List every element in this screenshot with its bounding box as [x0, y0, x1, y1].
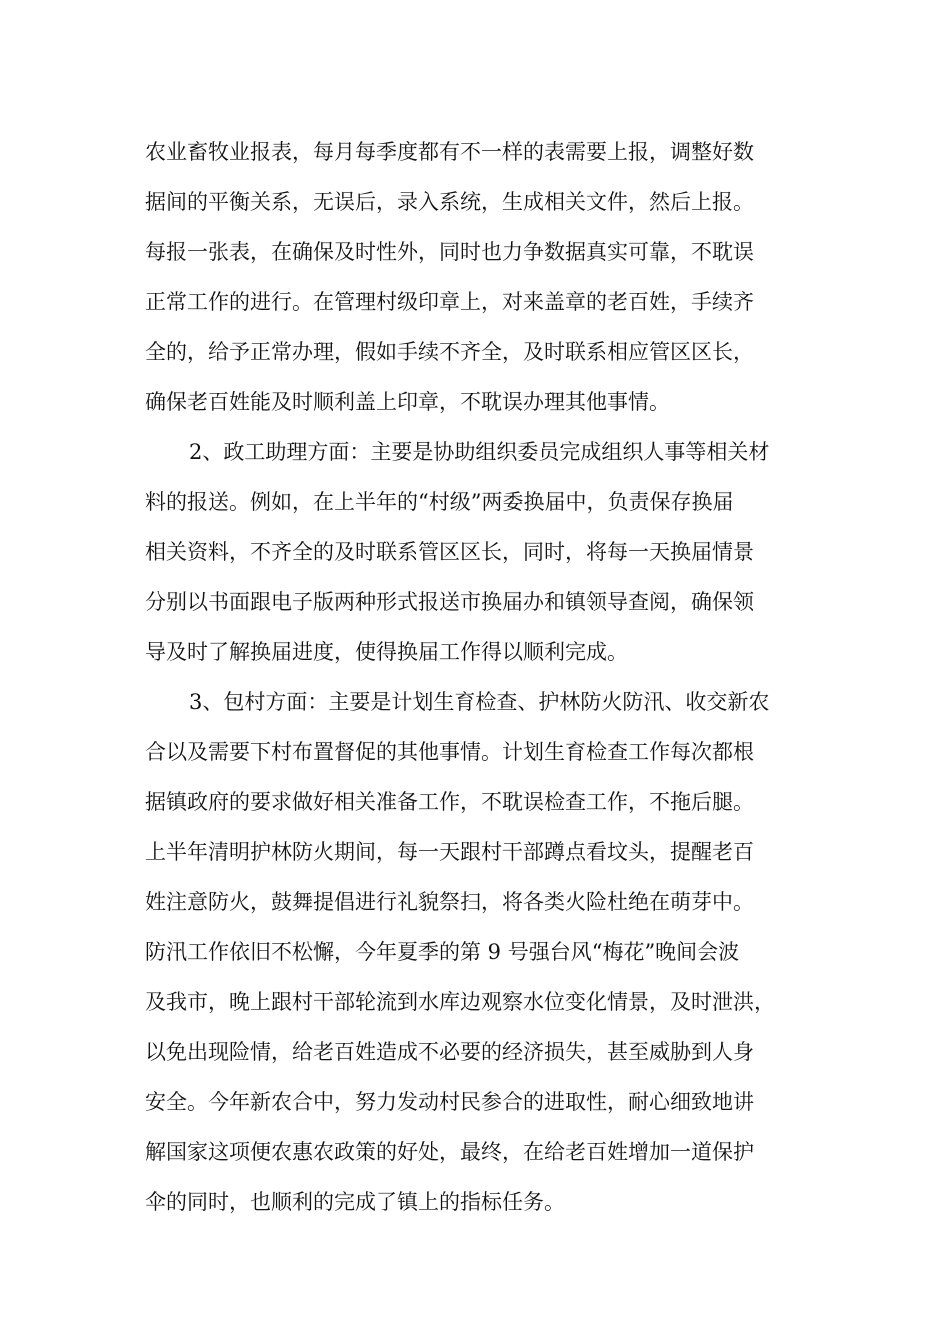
text-line: 合以及需要下村布置督促的其他事情。计划生育检查工作每次都根	[145, 740, 754, 764]
text-line: 正常工作的进行。在管理村级印章上，对来盖章的老百姓，手续齐	[145, 290, 754, 314]
text-line: 据间的平衡关系，无误后，录入系统，生成相关文件，然后上报。	[145, 190, 754, 214]
text-line: 导及时了解换届进度，使得换届工作得以顺利完成。	[145, 640, 628, 664]
text-line: 相关资料，不齐全的及时联系管区区长，同时，将每一天换届情景	[145, 540, 754, 564]
text-line: 姓注意防火，鼓舞提倡进行礼貌祭扫，将各类火险杜绝在萌芽中。	[145, 890, 754, 914]
text-line: 防汛工作依旧不松懈，今年夏季的第 9 号强台风“梅花”晚间会波	[145, 940, 740, 964]
text-line: 据镇政府的要求做好相关准备工作，不耽误检查工作，不拖后腿。	[145, 790, 754, 814]
paragraph-start-line: 3、包村方面：主要是计划生育检查、护林防火防汛、收交新农	[189, 690, 770, 714]
text-line: 全的，给予正常办理，假如手续不齐全，及时联系相应管区区长，	[145, 340, 754, 364]
text-line: 每报一张表，在确保及时性外，同时也力争数据真实可靠，不耽误	[145, 240, 754, 264]
text-line: 及我市，晚上跟村干部轮流到水库边观察水位变化情景，及时泄洪，	[145, 990, 775, 1014]
text-line: 分别以书面跟电子版两种形式报送市换届办和镇领导查阅，确保领	[145, 590, 754, 614]
text-line: 上半年清明护林防火期间，每一天跟村干部蹲点看坟头，提醒老百	[145, 840, 754, 864]
text-line: 安全。今年新农合中，努力发动村民参合的进取性，耐心细致地讲	[145, 1090, 754, 1114]
text-line: 料的报送。例如，在上半年的“村级”两委换届中，负责保存换届	[145, 490, 734, 514]
paragraph-start-line: 2、政工助理方面：主要是协助组织委员完成组织人事等相关材	[189, 440, 770, 464]
text-line: 伞的同时，也顺利的完成了镇上的指标任务。	[145, 1190, 565, 1214]
text-line: 解国家这项便农惠农政策的好处，最终，在给老百姓增加一道保护	[145, 1140, 754, 1164]
text-line: 确保老百姓能及时顺利盖上印章，不耽误办理其他事情。	[145, 390, 670, 414]
text-line: 农业畜牧业报表，每月每季度都有不一样的表需要上报，调整好数	[145, 140, 754, 164]
text-line: 以免出现险情，给老百姓造成不必要的经济损失，甚至威胁到人身	[145, 1040, 754, 1064]
